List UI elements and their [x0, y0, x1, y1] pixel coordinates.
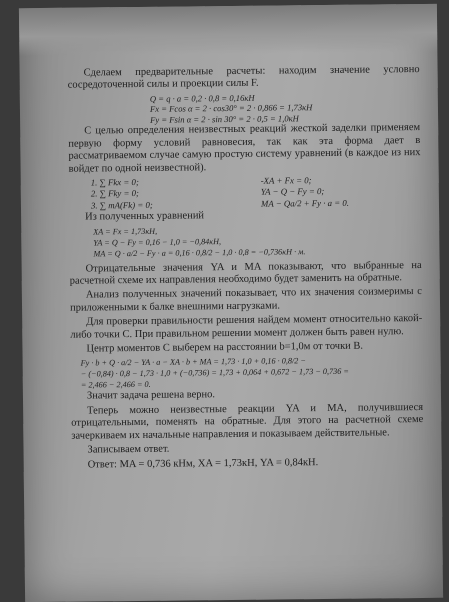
sum-moments-label: 3. ∑ mA(Fk) = 0;: [90, 199, 153, 211]
check-equation-line-1: Fy · b + Q · a/2 − YA · a − XA · b + MA = 1,73 · 1,0 + 0,16 · 0,8/2 −: [80, 356, 306, 368]
purpose-paragraph: С целью определения неизвестных реакций жесткой заделки применяем первую форму условий равновесия, так как эта форма дает в рассматриваемом случае самую простую систему уравнений (в каждое из них войдет по одной неизвестной).: [68, 122, 421, 175]
intro-paragraph: Сделаем предварительные расчеты: находим значение условно сосредоточенной силы и проекции силы F.: [67, 64, 420, 92]
equation-fx: Fx = Fcos α = 2 · cos30° = 2 · 0,866 = 1,73кН: [149, 102, 313, 115]
answer-line: Ответ: MA = 0,736 кНм, XA = 1,73кН, YA = 0,84кН.: [87, 457, 319, 471]
from-equations-label: Из полученных уравнений: [85, 210, 205, 223]
result-ya: YA = Q − Fy = 0,16 − 1,0 = −0,84кН,: [93, 236, 222, 248]
result-ma: MA = Q · a/2 − Fy · a = 0,16 · 0,8/2 − 1,0 · 0,8 = −0,736кН · м.: [93, 246, 306, 258]
write-answer-line: Записываем ответ.: [87, 443, 170, 456]
sum-fx-equation: -XA + Fx = 0;: [260, 175, 312, 186]
negative-values-paragraph: Отрицательные значения YA и MA показывают, что выбранные на расчетной схеме их направления необходимо будет заменить на обратные.: [69, 259, 422, 287]
solved-correctly-line: Значит задача решена верно.: [86, 389, 216, 402]
analysis-paragraph: Анализ полученных значений показывает, что их значения соизмеримы с приложенными к балке внешними нагрузками.: [69, 286, 422, 314]
page-text: [68, 64, 424, 475]
equation-q: Q = q · a = 0,2 · 0,8 = 0,16кН: [149, 92, 255, 104]
sum-fy-equation: YA − Q − Fy = 0;: [260, 186, 325, 198]
result-xa: XA = Fx = 1,73кН,: [93, 226, 158, 237]
check-paragraph: Для проверки правильности решения найдем момент относительно какой-либо точки C. При правильном решении момент должен быть равен нулю.: [70, 313, 423, 341]
sum-fy-label: 2. ∑ Fky = 0;: [90, 188, 140, 199]
reverse-reactions-paragraph: Теперь можно неизвестные реакции YA и MA, получившиеся отрицательными, поменять на обратные. Для этого на расчетной схеме зачеркиваем их начальные направления и показываем действительные.: [71, 401, 424, 442]
check-equation-line-3: = 2,466 − 2,466 = 0.: [80, 380, 151, 390]
sum-moments-equation: MA − Qa/2 + Fy · a = 0.: [260, 197, 350, 209]
equation-fy: Fy = Fsin α = 2 · sin 30° = 2 · 0,5 = 1,0кН: [150, 113, 299, 125]
check-equation-line-2: − (−0,84) · 0,8 − 1,73 · 1,0 + (−0,736) = 1,73 + 0,064 + 0,672 − 1,73 − 0,736 =: [80, 367, 349, 379]
photographed-page: [19, 4, 443, 602]
sum-fx-label: 1. ∑ Fkx = 0;: [90, 176, 139, 188]
moment-center-paragraph: Центр моментов C выберем на расстоянии b=1,0м от точки B.: [86, 340, 364, 355]
